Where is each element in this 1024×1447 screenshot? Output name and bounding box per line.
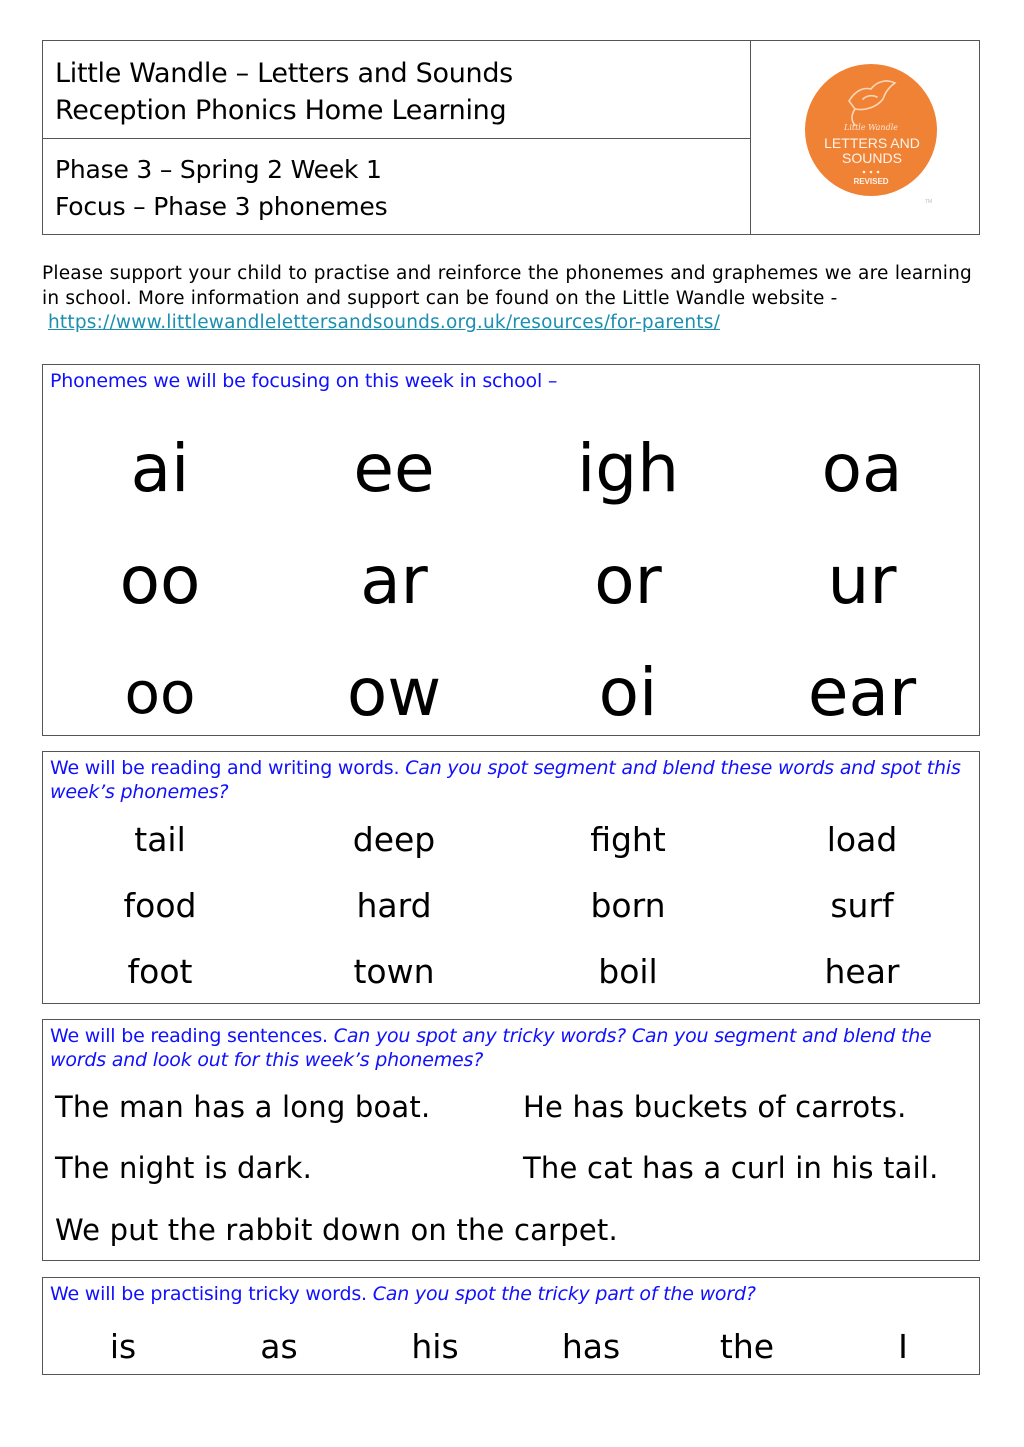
phoneme: ai — [130, 430, 190, 507]
word-row-2 — [43, 878, 979, 944]
tricky-word: as — [260, 1327, 298, 1366]
phase-line — [55, 151, 738, 188]
tricky-heading — [50, 1282, 971, 1306]
sentence: The night is dark. — [55, 1151, 313, 1185]
tricky-word: has — [561, 1327, 621, 1366]
phoneme: ow — [346, 654, 442, 731]
sentences-heading — [50, 1024, 971, 1072]
title-cell — [43, 41, 751, 139]
logo-cell — [751, 41, 979, 234]
logo-line-2: SOUNDS — [842, 150, 902, 166]
phoneme: ear — [807, 654, 917, 731]
phoneme: or — [594, 542, 662, 619]
phase-cell — [43, 139, 751, 234]
phase-label: Phase 3 – — [55, 155, 180, 184]
logo-revised: REVISED — [853, 177, 889, 186]
phoneme-grid — [43, 413, 979, 749]
logo-small-text: Little Wandle — [844, 123, 898, 132]
word: hard — [356, 886, 432, 925]
word: surf — [830, 886, 894, 925]
word: born — [590, 886, 666, 925]
phonemes-heading: Phonemes we will be focusing on this week in school – — [50, 370, 558, 392]
word: fight — [590, 820, 666, 859]
sentence: He has buckets of carrots. — [523, 1090, 907, 1124]
word-row-3 — [43, 944, 979, 1010]
letters-and-sounds-logo — [751, 41, 979, 234]
word: deep — [352, 820, 436, 859]
words-heading-bold: We will be reading and writing words. — [50, 757, 400, 779]
focus-line — [55, 188, 738, 225]
phoneme: ar — [360, 542, 428, 619]
phoneme: igh — [576, 430, 680, 507]
phoneme: oo — [124, 659, 196, 727]
title-line-2: Reception Phonics Home Learning — [55, 95, 507, 126]
tricky-word: is — [109, 1327, 137, 1366]
intro-text: Please support your child to practise and reinforce the phonemes and graphemes we are learning in school. More information and support can be found on the Little Wandle website - — [42, 263, 972, 309]
intro-paragraph — [42, 262, 972, 336]
parents-resource-link[interactable]: https://www.littlewandlelettersandsounds.org.uk/resources/for-parents/ — [48, 312, 721, 333]
phoneme: ee — [353, 430, 435, 507]
words-heading — [50, 756, 971, 804]
phoneme: ur — [827, 542, 897, 619]
word: hear — [824, 952, 900, 991]
tricky-word: his — [411, 1327, 459, 1366]
phoneme: oo — [119, 542, 201, 619]
word-row-1 — [43, 812, 979, 878]
phoneme-row-2 — [43, 525, 979, 637]
phase-value: Spring 2 Week 1 — [179, 155, 382, 184]
word: tail — [134, 820, 186, 859]
sentence: The cat has a curl in his tail. — [523, 1151, 939, 1185]
focus-value: Phase 3 phonemes — [153, 192, 388, 221]
phoneme-row-1 — [43, 413, 979, 525]
tricky-words-box — [42, 1277, 980, 1375]
sentence: We put the rabbit down on the carpet. — [55, 1213, 618, 1247]
phoneme: oi — [598, 654, 658, 731]
tricky-word: I — [898, 1327, 908, 1366]
words-heading-italic: Can you spot segment and blend these words and spot this week’s phonemes? — [50, 757, 961, 803]
phonemes-box — [42, 364, 980, 736]
tricky-word: the — [719, 1327, 775, 1366]
word: foot — [127, 952, 193, 991]
tricky-heading-bold: We will be practising tricky words. — [50, 1283, 367, 1305]
word: load — [826, 820, 898, 859]
title-line-1: Little Wandle – Letters and Sounds — [55, 58, 513, 89]
word-grid — [43, 812, 979, 1010]
logo-tm: TM — [925, 199, 933, 205]
word: town — [353, 952, 435, 991]
sentences-heading-bold: We will be reading sentences. — [50, 1025, 328, 1047]
header-table — [42, 40, 980, 235]
word: food — [123, 886, 197, 925]
sentence: The man has a long boat. — [55, 1090, 431, 1124]
sentences-heading-italic: Can you spot any tricky words? Can you segment and blend the words and look out for this week’s phonemes? — [50, 1025, 932, 1071]
tricky-heading-italic: Can you spot the tricky part of the word? — [372, 1283, 756, 1305]
sentences-box — [42, 1019, 980, 1261]
phoneme-row-3 — [43, 637, 979, 749]
logo-line-1: LETTERS AND — [824, 135, 920, 151]
phoneme: oa — [821, 430, 903, 507]
focus-label: Focus – — [55, 192, 154, 221]
word: boil — [598, 952, 658, 991]
words-box — [42, 751, 980, 1004]
